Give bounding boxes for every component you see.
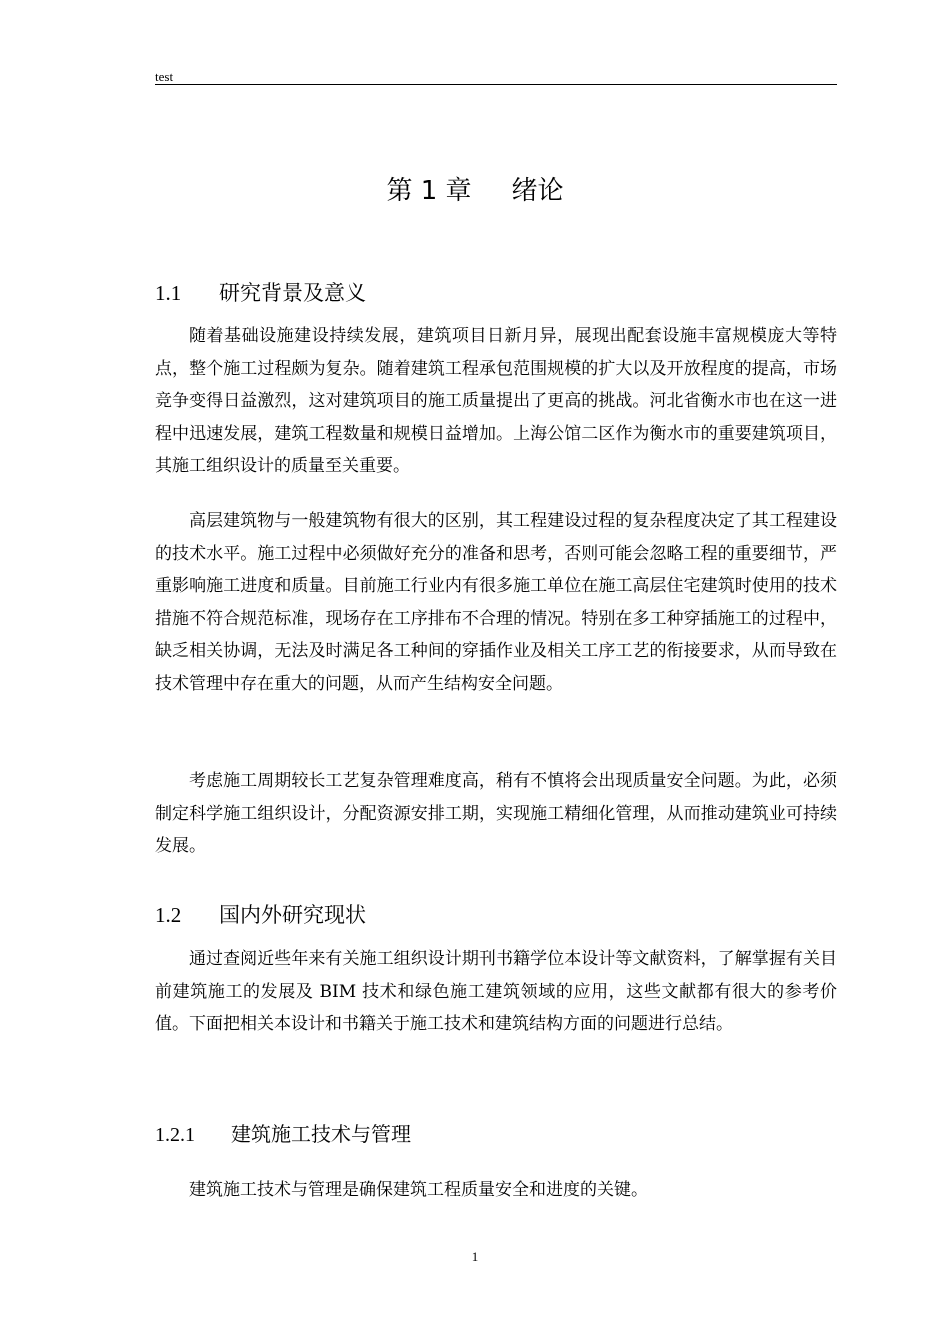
paragraph-1: 随着基础设施建设持续发展，建筑项目日新月异，展现出配套设施丰富规模庞大等特点，整个施工过程颇为复杂。随着建筑工程承包范围规模的扩大以及开放程度的提高，市场竞争变得日益激烈，这对建筑项目的施工质量提出了更高的挑战。河北省衡水市也在这一进程中迅速发展，建筑工程数量和规模日益增加。上海公馆二区作为衡水市的重要建筑项目，其施工组织设计的质量至关重要。 [155, 326, 837, 476]
page-header-text: test [155, 69, 174, 84]
paragraph-5: 建筑施工技术与管理是确保建筑工程质量安全和进度的关键。 [189, 1180, 648, 1200]
page-number: 1 [471, 1249, 479, 1264]
section-number: 1.1 [155, 281, 182, 305]
paragraph-4: 通过查阅近些年来有关施工组织设计期刊书籍学位本设计等文献资料，了解掌握有关目前建筑施工的发展及 BIM 技术和绿色施工建筑领域的应用，这些文献都有很大的参考价值。下面把相关本设计和书籍关于施工技术和建筑结构方面的问题进行总结。 [155, 949, 837, 1034]
section-title: 国内外研究现状 [219, 903, 366, 927]
section-heading-1-2 [155, 899, 366, 929]
section-number: 1.2 [155, 903, 182, 927]
section-title: 建筑施工技术与管理 [231, 1122, 411, 1146]
section-number: 1.2.1 [155, 1124, 195, 1146]
section-heading-1-1 [155, 277, 366, 307]
paragraph-3: 考虑施工周期较长工艺复杂管理难度高，稍有不慎将会出现质量安全问题。为此，必须制定科学施工组织设计，分配资源安排工期，实现施工精细化管理，从而推动建筑业可持续发展。 [155, 771, 837, 856]
header-rule [155, 84, 837, 85]
chapter-title [0, 170, 950, 207]
paragraph-2: 高层建筑物与一般建筑物有很大的区别，其工程建设过程的复杂程度决定了其工程建设的技术水平。施工过程中必须做好充分的准备和思考，否则可能会忽略工程的重要细节，严重影响施工进度和质量。目前施工行业内有很多施工单位在施工高层住宅建筑时使用的技术措施不符合规范标准，现场存在工序排布不合理的情况。特别在多工种穿插施工的过程中，缺乏相关协调，无法及时满足各工种间的穿插作业及相关工序工艺的衔接要求，从而导致在技术管理中存在重大的问题，从而产生结构安全问题。 [155, 511, 837, 694]
section-heading-1-2-1 [155, 1118, 411, 1147]
section-title: 研究背景及意义 [219, 281, 366, 305]
chapter-number: 第 1 章 [386, 176, 472, 206]
chapter-name: 绪论 [511, 176, 564, 206]
